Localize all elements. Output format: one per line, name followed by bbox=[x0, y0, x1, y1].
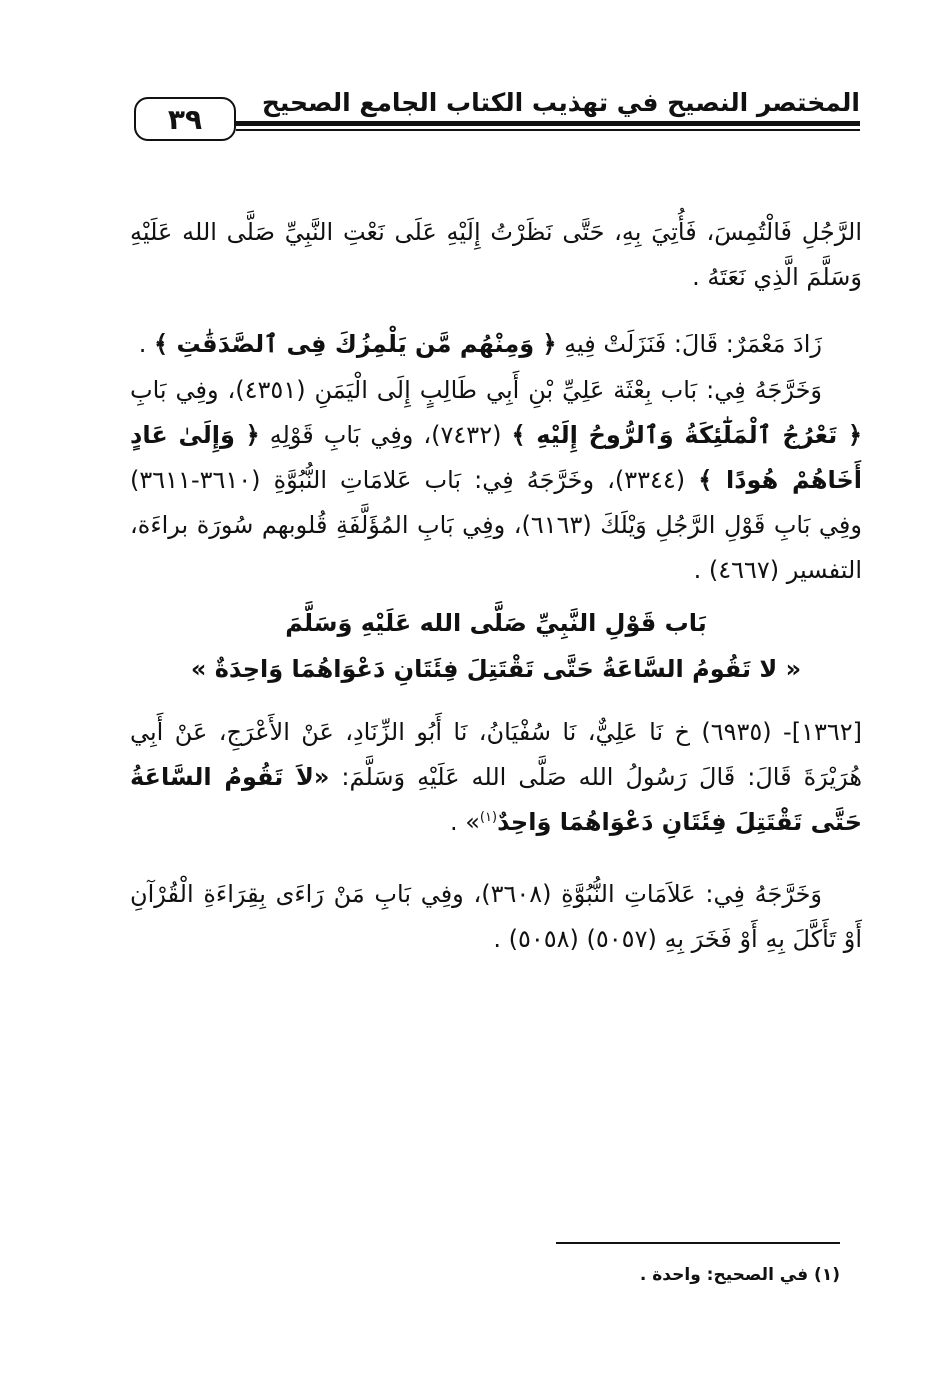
page-number-box bbox=[134, 97, 236, 141]
hadith-quote: «لاَ تَقُومُ السَّاعَةُ حَتَّى تَقْتَتِلَ فِئَتَانِ دَعْوَاهُمَا وَاحِدٌ bbox=[130, 763, 862, 836]
footnote-separator bbox=[556, 1242, 840, 1244]
paragraph-3 bbox=[130, 368, 862, 593]
quran-verse-3: ﴿ وَإِلَىٰ عَادٍ أَخَاهُمْ هُودًا ﴾ bbox=[130, 421, 862, 494]
hadith-chain: [١٣٦٢]- (٦٩٣٥) خ نَا عَلِيٌّ، نَا سُفْيَانُ، نَا أَبُو الزِّنَادِ، عَنْ الأَعْرَجِ، عَنْ أَبِي هُرَيْرَةَ قَالَ: قَالَ رَسُولُ الله صَلَّى الله عَلَيْهِ وَسَلَّمَ: bbox=[130, 718, 863, 791]
paragraph-3-part-a: وَخَرَّجَهُ فِي: بَاب بِعْثَة عَلِيِّ بْنِ أَبِي طَالِبٍ إِلَى الْيَمَنِ (٤٣٥١)، وفِي بَابِ bbox=[130, 376, 822, 404]
paragraph-1: الرَّجُلِ فَالْتُمِسَ، فَأُتِيَ بِهِ، حَتَّى نَظَرْتُ إِلَيْهِ عَلَى نَعْتِ النَّبِيِّ صَلَّى الله عَلَيْهِ وَسَلَّمَ الَّذِي نَعَتَهُ . bbox=[130, 218, 862, 291]
paragraph-5 bbox=[130, 872, 862, 962]
footnote-text: (١) في الصحيح: واحدة . bbox=[639, 1265, 840, 1285]
header-rule-thick bbox=[236, 121, 860, 126]
paragraph-5-text: وَخَرَّجَهُ فِي: عَلاَمَاتِ النُّبُوَّةِ (٣٦٠٨)، وفِي بَابِ مَنْ رَاءَى بِقِرَاءَةِ الْقُرْآنِ أَوْ تَأَكَّلَ بِهِ أَوْ فَخَرَ بِهِ (٥٠٥٧) (٥٠٥٨) . bbox=[130, 880, 862, 953]
quran-verse-1: ﴿ وَمِنْهُم مَّن يَلْمِزُكَ فِى ٱلصَّدَقَٰتِ ﴾ bbox=[154, 330, 557, 358]
paragraph-2-end: . bbox=[138, 330, 155, 358]
page-number: ٣٩ bbox=[167, 102, 203, 136]
chapter-subheading: « لا تَقُومُ السَّاعَةُ حَتَّى تَقْتَتِلَ فِئَتَانِ دَعْوَاهُمَا وَاحِدَةٌ » bbox=[190, 655, 802, 683]
paragraph-3-part-b: (٧٤٣٢)، وفِي بَابِ قَوْلِهِ bbox=[259, 421, 512, 449]
quran-verse-2: ﴿ تَعْرُجُ ٱلْمَلَٰٓئِكَةُ وَٱلرُّوحُ إِلَيْهِ ﴾ bbox=[511, 421, 863, 449]
header-rule-thin bbox=[236, 129, 860, 131]
paragraph-2-lead: زَادَ مَعْمَرٌ: قَالَ: فَنَزَلَتْ فِيهِ bbox=[564, 330, 822, 358]
paragraph-3-part-c: (٣٣٤٤)، وخَرَّجَهُ فِي: بَاب عَلامَاتِ النُّبُوَّةِ (٣٦١٠-٣٦١١) وفِي بَابِ قَوْلِ الرَّجُلِ وَيْلَكَ (٦١٦٣)، وفِي بَابِ المُؤَلَّفَةِ قُلوبهم سُورَة براءَة، التفسير (٤٦٦٧) . bbox=[130, 466, 862, 584]
footnote-reference: (١) bbox=[479, 810, 498, 825]
chapter-heading: بَاب قَوْلِ النَّبِيِّ صَلَّى الله عَلَيْهِ وَسَلَّمَ bbox=[285, 609, 707, 637]
paragraph-2 bbox=[130, 322, 862, 367]
hadith-paragraph bbox=[130, 710, 862, 845]
hadith-quote-end: » . bbox=[449, 808, 480, 836]
running-header-title: المختصر النصيح في تهذيب الكتاب الجامع الصحيح bbox=[261, 88, 860, 117]
